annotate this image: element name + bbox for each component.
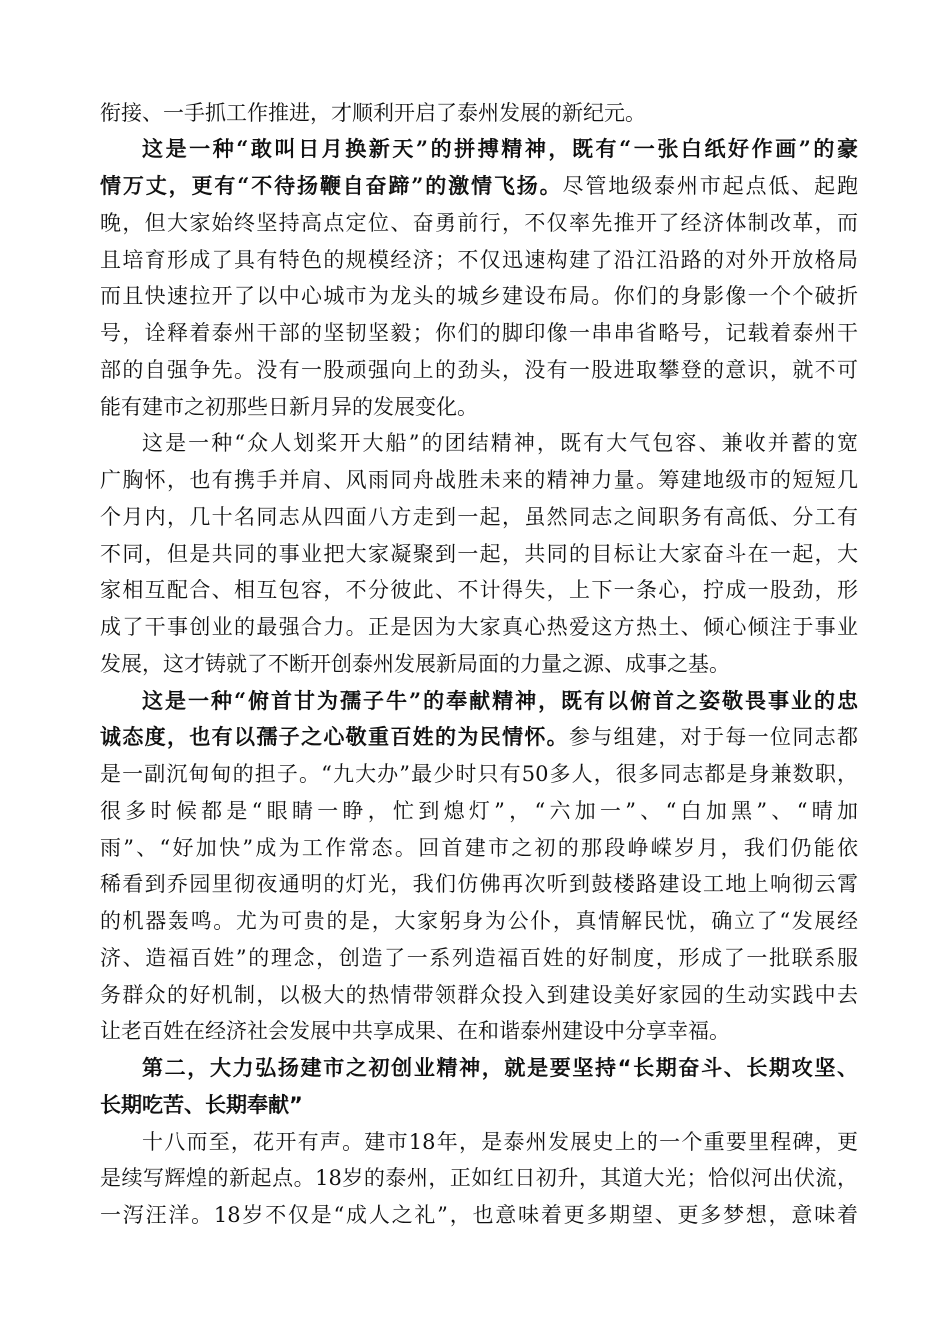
- text-line: [100, 205, 858, 242]
- text-line: [100, 315, 858, 352]
- body-text: 广胸怀，也有携手并肩、风雨同舟战胜未来的精神力量。筹建地级市的短短几: [100, 468, 858, 493]
- bold-text: 情万丈，更有“不待扬鞭自奋蹄”的激情飞扬。: [100, 173, 563, 199]
- body-text: 一泻汪洋。18岁不仅是“成人之礼”，也意味着更多期望、更多梦想，意味着: [100, 1203, 858, 1228]
- bold-text: 这是一种“敢叫日月换新天”的拼搏精神，既有“一张白纸好作画”的豪: [142, 136, 858, 162]
- body-text: 能有建市之初那些日新月异的发展变化。: [100, 394, 478, 419]
- text-line: [100, 1160, 858, 1197]
- body-text: 发展，这才铸就了不断开创泰州发展新局面的力量之源、成事之基。: [100, 651, 730, 676]
- body-text: 部的自强争先。没有一股顽强向上的劲头，没有一股进取攀登的意识，就不可: [100, 357, 858, 382]
- text-line: [100, 352, 858, 389]
- text-line: [100, 168, 858, 205]
- text-line: [100, 940, 858, 977]
- bold-text: 这是一种“俯首甘为孺子牛”的奉献精神，既有以俯首之姿敬畏事业的忠: [142, 687, 858, 713]
- body-text: 务群众的好机制，以极大的热情带领群众投入到建设美好家园的生动实践中去: [100, 982, 858, 1007]
- text-line: [100, 536, 858, 573]
- body-text: 成了干事创业的最强合力。正是因为大家真心热爱这方热土、倾心倾注于事业: [100, 615, 858, 640]
- body-text: 雨”、“好加快”成为工作常态。回首建市之初的那段峥嵘岁月，我们仍能依: [100, 835, 858, 860]
- text-line: [100, 756, 858, 793]
- text-line: [100, 1013, 858, 1050]
- text-line: [100, 793, 858, 830]
- body-text: 不同，但是共同的事业把大家凝聚到一起，共同的目标让大家奋斗在一起，大: [100, 541, 858, 566]
- text-line: [100, 830, 858, 867]
- body-text: 这是一种“众人划桨开大船”的团结精神，既有大气包容、兼收并蓄的宽: [142, 431, 858, 456]
- text-line: [100, 499, 858, 536]
- text-line: [100, 903, 858, 940]
- bold-text: 长期吃苦、长期奉献”: [100, 1092, 303, 1117]
- text-line: [100, 866, 858, 903]
- text-line: [100, 719, 858, 756]
- text-line: [100, 131, 858, 168]
- text-line: [100, 95, 858, 132]
- text-line: [100, 683, 858, 720]
- body-text: 是续写辉煌的新起点。18岁的泰州，正如红日初升，其道大光；恰似河出伏流，: [100, 1166, 858, 1191]
- bold-text: 诚态度，也有以孺子之心敬重百姓的为民情怀。: [100, 724, 569, 750]
- text-line: [100, 242, 858, 279]
- body-text: 十八而至，花开有声。建市18年，是泰州发展史上的一个重要里程碑，更: [142, 1129, 858, 1154]
- body-text: 是一副沉甸甸的担子。“九大办”最少时只有50多人，很多同志都是身兼数职，: [100, 762, 858, 787]
- text-line: [100, 1124, 858, 1161]
- text-line: [100, 278, 858, 315]
- body-text: 号，诠释着泰州干部的坚韧坚毅；你们的脚印像一串串省略号，记载着泰州干: [100, 321, 858, 346]
- body-text: 济、造福百姓”的理念，创造了一系列造福百姓的好制度，形成了一批联系服: [100, 945, 858, 970]
- text-line: [100, 646, 858, 683]
- text-line: [100, 462, 858, 499]
- body-text: 很多时候都是“眼睛一睁，忙到熄灯”，“六加一”、“白加黑”、“晴加: [100, 798, 858, 823]
- text-line: [100, 425, 858, 462]
- body-text: 衔接、一手抓工作推进，才顺利开启了泰州发展的新纪元。: [100, 100, 646, 125]
- text-line: [100, 389, 858, 426]
- body-text: 个月内，几十名同志从四面八方走到一起，虽然同志之间职务有高低、分工有: [100, 504, 858, 529]
- text-line: [100, 572, 858, 609]
- bold-text: 第二，大力弘扬建市之初创业精神，就是要坚持“长期奋斗、长期攻坚、: [142, 1056, 858, 1081]
- body-text: 让老百姓在经济社会发展中共享成果、在和谐泰州建设中分享幸福。: [100, 1019, 730, 1044]
- text-line: [100, 609, 858, 646]
- text-line: [100, 1087, 858, 1124]
- text-line: [100, 1050, 858, 1087]
- body-text: 稀看到乔园里彻夜通明的灯光，我们仿佛再次听到鼓楼路建设工地上响彻云霄: [100, 872, 858, 897]
- body-text: 家相互配合、相互包容，不分彼此、不计得失，上下一条心，拧成一股劲，形: [100, 578, 858, 603]
- body-text: 晚，但大家始终坚持高点定位、奋勇前行，不仅率先推开了经济体制改革，而: [100, 210, 858, 235]
- text-line: [100, 1197, 858, 1234]
- body-text: 而且快速拉开了以中心城市为龙头的城乡建设布局。你们的身影像一个个破折: [100, 284, 858, 309]
- body-text: 的机器轰鸣。尤为可贵的是，大家躬身为公仆，真情解民忧，确立了“发展经: [100, 909, 858, 934]
- body-text: 参与组建，对于每一位同志都: [569, 725, 858, 750]
- text-line: [100, 977, 858, 1014]
- body-text: 尽管地级泰州市起点低、起跑: [562, 174, 858, 199]
- body-text: 且培育形成了具有特色的规模经济；不仅迅速构建了沿江沿路的对外开放格局: [100, 247, 858, 272]
